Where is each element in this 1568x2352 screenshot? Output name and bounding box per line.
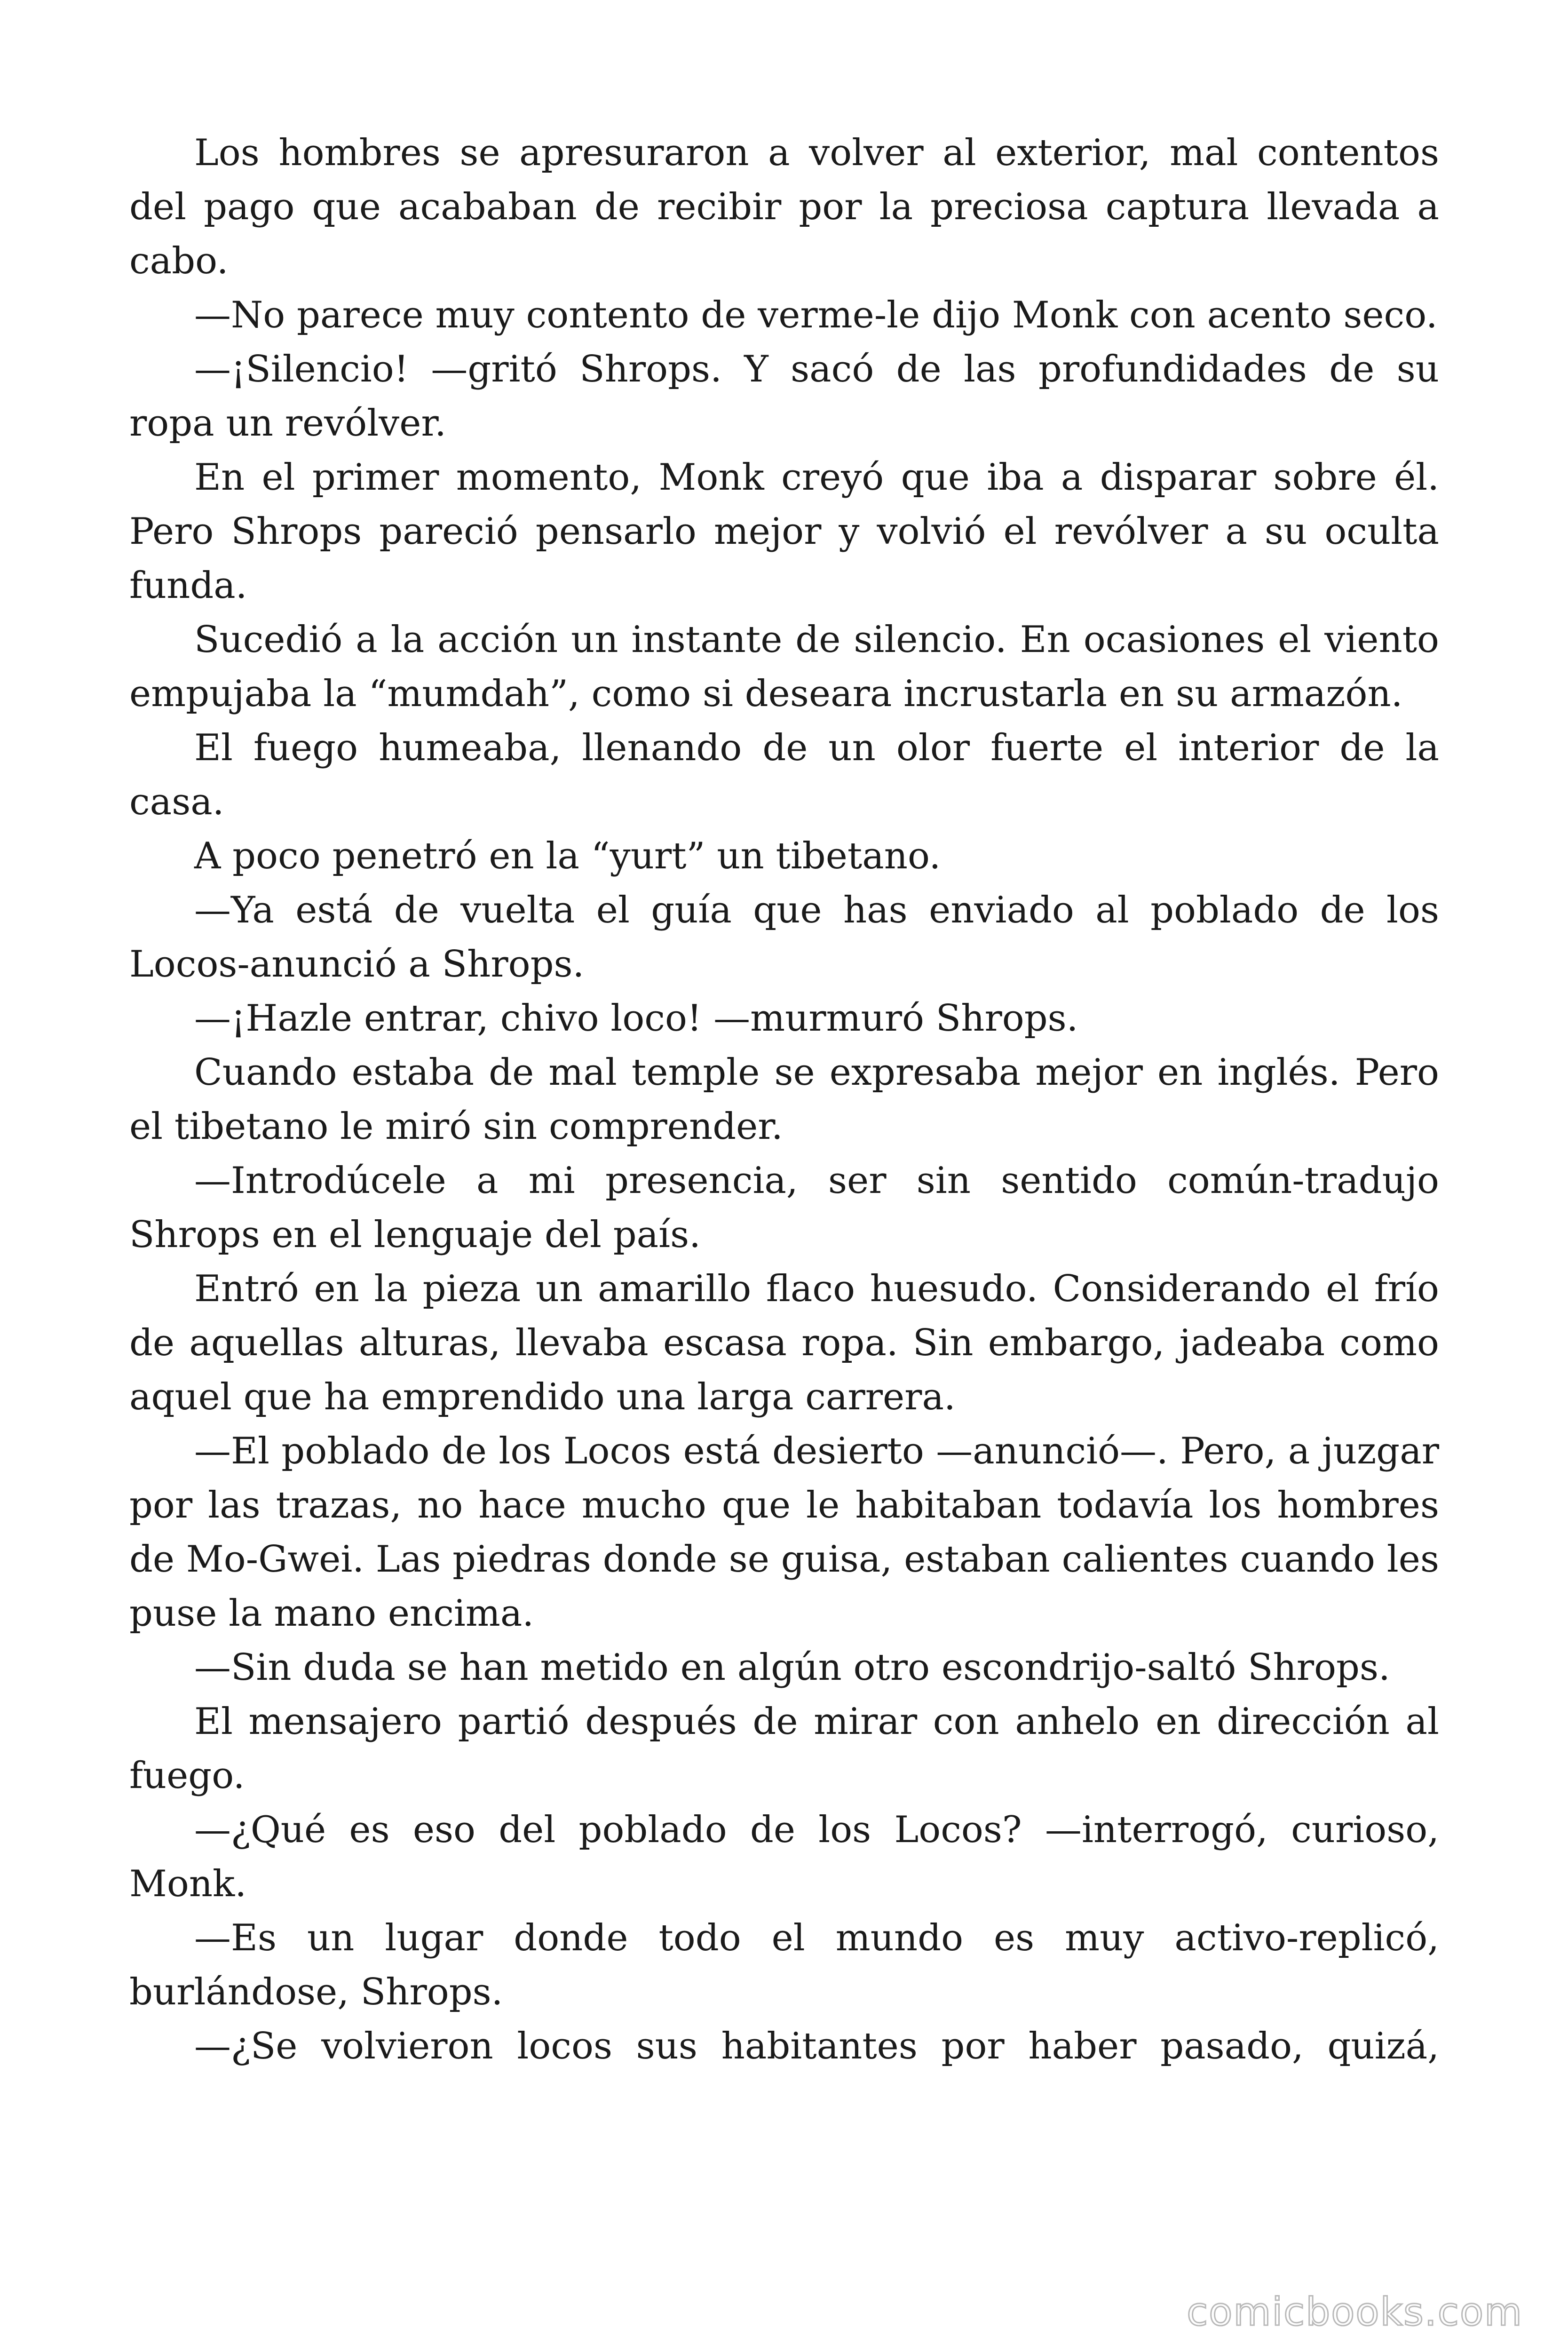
paragraph: Sucedió a la acción un instante de silencio. En ocasiones el viento empujaba la “mumdah”, como si deseara incrustarla en su armazón. (129, 619, 1439, 715)
paragraph: —¿Se volvieron locos sus habitantes por haber pasado, quizá, (194, 2025, 1439, 2067)
paragraph: —¡Hazle entrar, chivo loco! —murmuró Shrops. (194, 997, 1078, 1040)
page-text (129, 126, 1439, 2074)
paragraph: El fuego humeaba, llenando de un olor fuerte el interior de la casa. (129, 727, 1439, 823)
watermark: comicbooks.com (1187, 2290, 1523, 2335)
paragraph: —Introdúcele a mi presencia, ser sin sentido común-tradujo Shrops en el lenguaje del país. (129, 1160, 1439, 1256)
paragraph: —El poblado de los Locos está desierto —anunció—. Pero, a juzgar por las trazas, no hace mucho que le habitaban todavía los hombres de Mo-Gwei. Las piedras donde se guisa, estaban calientes cuando les puse la mano encima. (129, 1430, 1439, 1635)
paragraph: —¡Silencio! —gritó Shrops. Y sacó de las profundidades de su ropa un revólver. (129, 348, 1439, 445)
paragraph: A poco penetró en la “yurt” un tibetano. (194, 835, 941, 877)
paragraph: —Ya está de vuelta el guía que has enviado al poblado de los Locos-anunció a Shrops. (129, 889, 1439, 985)
paragraph: —No parece muy contento de verme-le dijo Monk con acento seco. (194, 294, 1438, 336)
paragraph: Entró en la pieza un amarillo flaco huesudo. Considerando el frío de aquellas alturas, llevaba escasa ropa. Sin embargo, jadeaba como aquel que ha emprendido una larga carrera. (129, 1268, 1439, 1418)
paragraph: Cuando estaba de mal temple se expresaba mejor en inglés. Pero el tibetano le miró sin comprender. (129, 1051, 1439, 1148)
paragraph: El mensajero partió después de mirar con anhelo en dirección al fuego. (129, 1700, 1439, 1797)
paragraph: Los hombres se apresuraron a volver al exterior, mal contentos del pago que acababan de recibir por la preciosa captura llevada a cabo. (129, 132, 1439, 282)
paragraph: En el primer momento, Monk creyó que iba a disparar sobre él. Pero Shrops pareció pensarlo mejor y volvió el revólver a su oculta funda. (129, 456, 1439, 607)
paragraph: —Es un lugar donde todo el mundo es muy activo-replicó, burlándose, Shrops. (129, 1917, 1439, 2013)
paragraph: —¿Qué es eso del poblado de los Locos? —interrogó, curioso, Monk. (129, 1809, 1439, 1905)
paragraph: —Sin duda se han metido en algún otro escondrijo-saltó Shrops. (194, 1646, 1390, 1689)
